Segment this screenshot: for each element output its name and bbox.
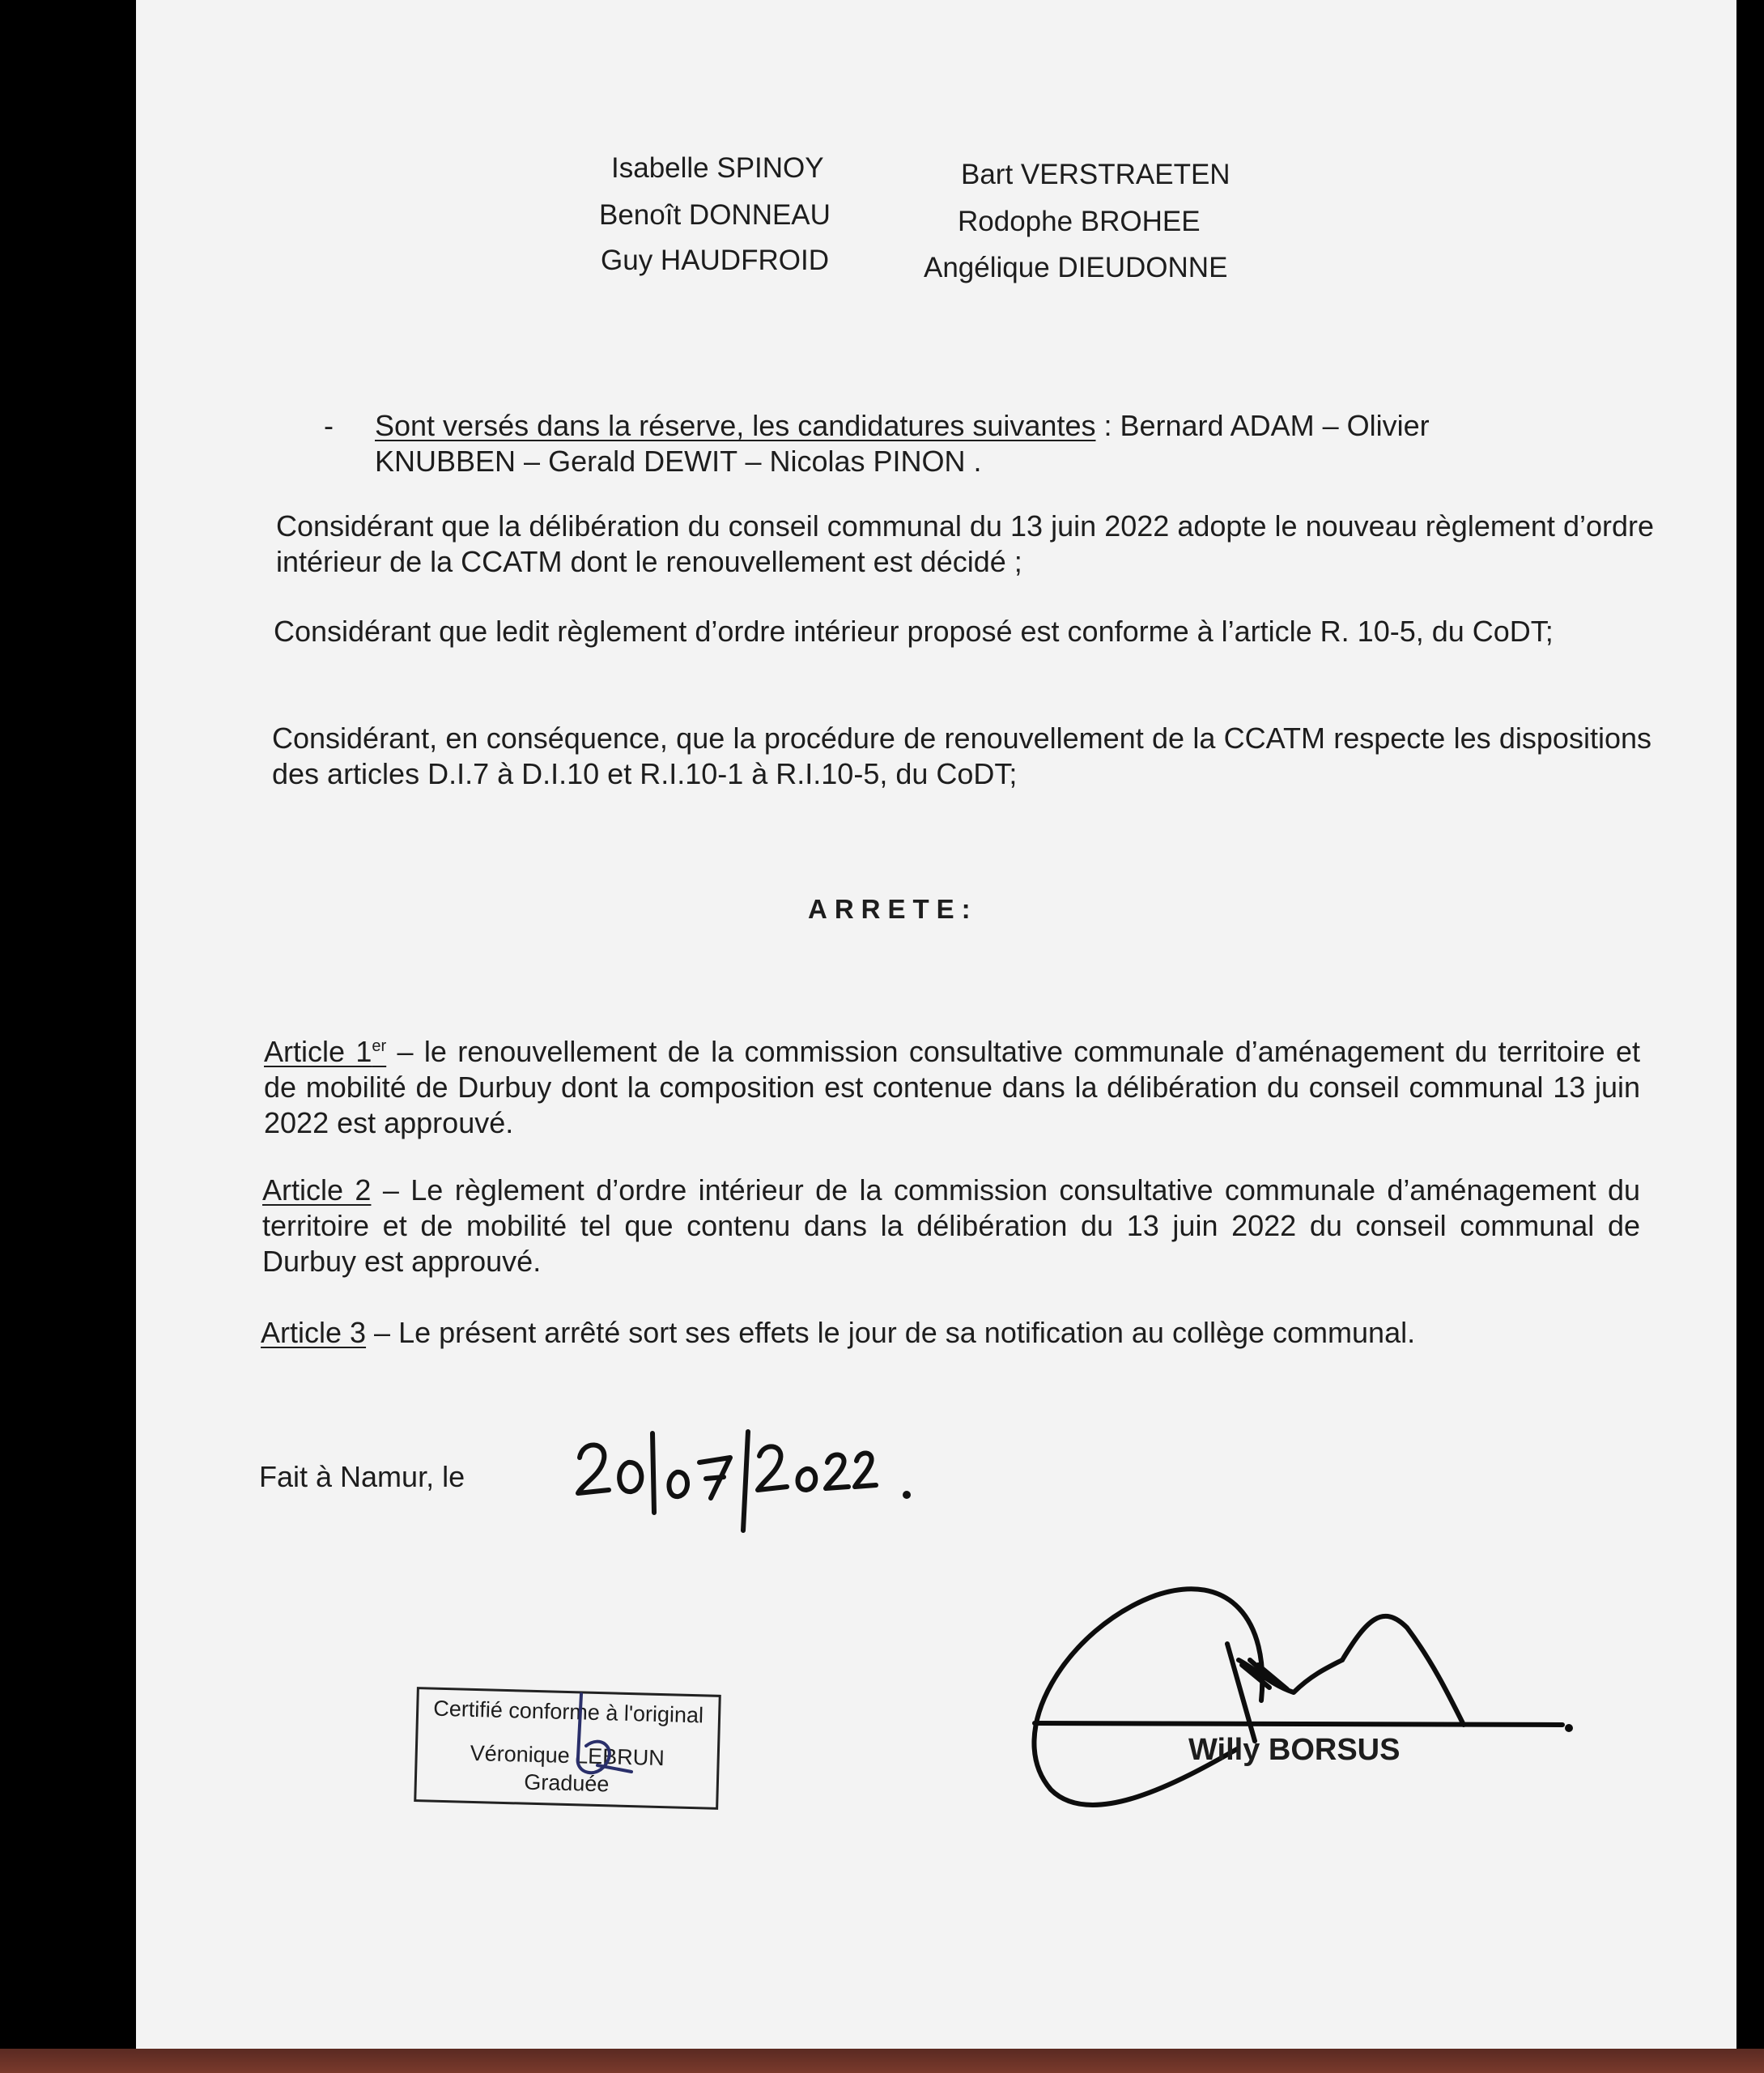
considerant-3: Considérant, en conséquence, que la procédure de renouvellement de la CCATM respecte les dispositions des articles D.I.7 à D.I.10 et R.I.10-1 à R.I.10-5, du CoDT; xyxy=(272,722,1651,790)
stamp-line-2: Véronique LEBRUN xyxy=(470,1740,665,1771)
article-2-text: – Le règlement d’ordre intérieur de la commission consultative communale d’aménagement du territoire et de mobilité tel que contenu dans la délibération du 13 juin 2022 du conseil communal de Durbuy est approuvé. xyxy=(262,1173,1641,1278)
reserve-line1-rest: : Bernard ADAM – Olivier xyxy=(1095,409,1430,442)
article-1-text: – le renouvellement de la commission consultative communale d’aménagement du territoire et de mobilité de Durbuy dont la composition est contenue dans la délibération du conseil communal 13 juin 2022 est approuvé. xyxy=(264,1035,1641,1139)
handwritten-date xyxy=(508,1409,1010,1539)
reserve-dash: - xyxy=(324,409,334,442)
article-3-text: – Le présent arrêté sort ses effets le jour de sa notification au collège communal. xyxy=(366,1316,1416,1349)
reserve-line2: KNUBBEN – Gerald DEWIT – Nicolas PINON . xyxy=(375,445,982,478)
member-right-2: Rodophe BROHEE xyxy=(958,206,1201,237)
member-left-1: Isabelle SPINOY xyxy=(611,152,824,184)
considerant-1: Considérant que la délibération du conseil communal du 13 juin 2022 adopte le nouveau règlement d’ordre intérieur de la CCATM dont le renouvellement est décidé ; xyxy=(276,509,1654,578)
stamp-initials-scribble xyxy=(557,1684,654,1790)
article-2-label: Article 2 xyxy=(262,1173,372,1207)
stamp-line-1: Certifié conforme à l'original xyxy=(432,1696,704,1728)
reserve-item xyxy=(375,408,1656,479)
reserve-lead: Sont versés dans la réserve, les candidatures suivantes xyxy=(375,409,1096,442)
article-3 xyxy=(261,1315,1653,1351)
article-2 xyxy=(262,1173,1640,1279)
scan-bottom-edge xyxy=(0,2049,1764,2073)
article-1 xyxy=(264,1028,1640,1141)
signature xyxy=(889,1571,1617,1822)
member-left-3: Guy HAUDFROID xyxy=(601,245,829,276)
member-right-3: Angélique DIEUDONNE xyxy=(924,252,1228,283)
member-right-1: Bart VERSTRAETEN xyxy=(961,159,1231,190)
signer-name: Willy BORSUS xyxy=(1188,1733,1401,1767)
arrete-heading: ARRETE: xyxy=(808,894,978,924)
article-3-label: Article 3 xyxy=(261,1316,367,1349)
closing-place: Fait à Namur, le xyxy=(259,1460,465,1493)
article-1-label: Article 1er xyxy=(264,1035,387,1068)
member-left-2: Benoît DONNEAU xyxy=(599,199,831,231)
document-page xyxy=(136,0,1736,2049)
stamp-line-3: Graduée xyxy=(523,1769,610,1797)
considerant-2: Considérant que ledit règlement d’ordre intérieur proposé est conforme à l’article R. 10-5, du CoDT; xyxy=(274,615,1554,648)
